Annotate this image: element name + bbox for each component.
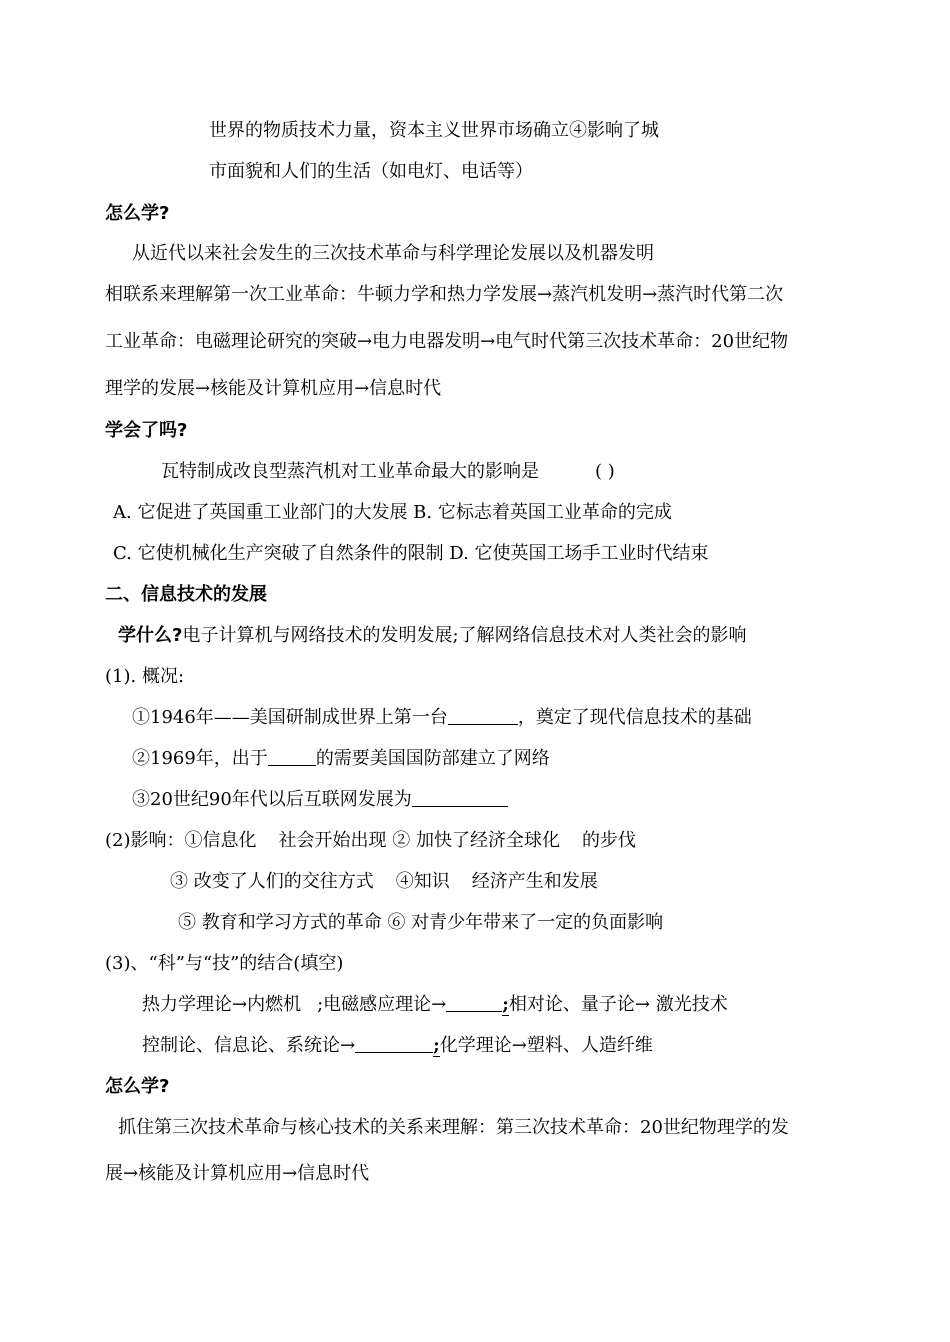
fill-blank-3[interactable] (412, 788, 508, 807)
how2-paragraph-line-1: 抓住第三次技术革命与核心技术的关系来理解：第三次技术革命：20世纪物理学的发 (118, 1117, 789, 1138)
section-2-heading: 二、信息技术的发展 (105, 584, 267, 605)
how1-paragraph-line-3: 工业革命：电磁理论研究的突破→电力电器发明→电气时代第三次技术革命：20世纪物 (105, 331, 789, 352)
quiz-options-cd: C. 它使机械化生产突破了自然条件的限制 D. 它使英国工场手工业时代结束 (113, 543, 709, 564)
impact-line-1 (105, 829, 636, 853)
combo-1-text-a: 热力学理论→内燃机 (142, 994, 302, 1015)
item-1-text-a: ①1946年——美国研制成世界上第一台 (132, 707, 448, 728)
what-to-learn-label: 学什么? (118, 625, 183, 646)
combo-line-2 (142, 1034, 653, 1058)
impact-2-text-c: 经济产生和发展 (471, 871, 598, 892)
how1-paragraph-line-4: 理学的发展→核能及计算机应用→信息时代 (105, 378, 442, 399)
fill-blank-1[interactable] (448, 706, 518, 725)
combo-1-text-d: 相对论、量子论→ 激光技术 (508, 994, 728, 1015)
quiz-heading: 学会了吗? (105, 420, 188, 441)
fill-blank-2[interactable] (268, 747, 316, 766)
impact-2-text-b: ④知识 (395, 871, 450, 892)
quiz-options-ab: A. 它促进了英国重工业部门的大发展 B. 它标志着英国工业革命的完成 (113, 502, 672, 523)
combo-2-semicolon: ; (433, 1035, 440, 1056)
what-to-learn (118, 624, 747, 648)
impact-1-text-c: 的步伐 (581, 830, 636, 851)
combo-2-text-c: 化学理论→塑料、人造纤维 (439, 1035, 653, 1056)
combo-2-text-a: 控制论、信息论、系统论→ (142, 1035, 356, 1056)
how-to-learn-heading-1: 怎么学? (105, 203, 170, 224)
impact-line-3: ⑤ 教育和学习方式的革命 ⑥ 对青少年带来了一定的负面影响 (178, 912, 664, 933)
impact-1-text-b: 社会开始出现 ② 加快了经济全球化 (278, 830, 560, 851)
combo-1-text-b: ;电磁感应理论→ (317, 994, 447, 1015)
combo-1-semicolon: ; (502, 994, 509, 1015)
impact-line-2 (170, 870, 598, 894)
how-to-learn-heading-2: 怎么学? (105, 1076, 170, 1097)
quiz-question-text: 瓦特制成改良型蒸汽机对工业革命最大的影响是 (161, 461, 539, 482)
combo-line-1 (142, 993, 728, 1017)
item-3-text: ③20世纪90年代以后互联网发展为 (132, 789, 412, 810)
how1-paragraph-line-1: 从近代以来社会发生的三次技术革命与科学理论发展以及机器发明 (132, 243, 654, 264)
continued-line-1: 世界的物质技术力量，资本主义世界市场确立④影响了城 (209, 120, 659, 141)
how1-paragraph-line-2: 相联系来理解第一次工业革命：牛顿力学和热力学发展→蒸汽机发明→蒸汽时代第二次 (105, 284, 784, 305)
overview-item-2 (132, 747, 550, 771)
fill-blank-4[interactable] (446, 993, 502, 1012)
what-to-learn-text: 电子计算机与网络技术的发明发展;了解网络信息技术对人类社会的影响 (182, 625, 747, 646)
quiz-question (161, 460, 615, 484)
item-2-text-a: ②1969年，出于 (132, 748, 268, 769)
overview-label: (1). 概况: (105, 666, 185, 687)
item-2-text-b: 的需要美国国防部建立了网络 (315, 748, 550, 769)
continued-line-2: 市面貌和人们的生活（如电灯、电话等） (209, 161, 533, 182)
how2-paragraph-line-2: 展→核能及计算机应用→信息时代 (105, 1163, 370, 1184)
overview-item-1 (132, 706, 752, 730)
impact-2-text-a: ③ 改变了人们的交往方式 (170, 871, 374, 892)
answer-parentheses: ( ) (595, 461, 615, 482)
impact-1-text-a: (2)影响：①信息化 (105, 830, 257, 851)
overview-item-3 (132, 788, 508, 812)
science-tech-heading: (3)、“科”与“技”的结合(填空) (105, 953, 344, 974)
fill-blank-5[interactable] (355, 1034, 433, 1053)
item-1-text-b: ，奠定了现代信息技术的基础 (517, 707, 752, 728)
